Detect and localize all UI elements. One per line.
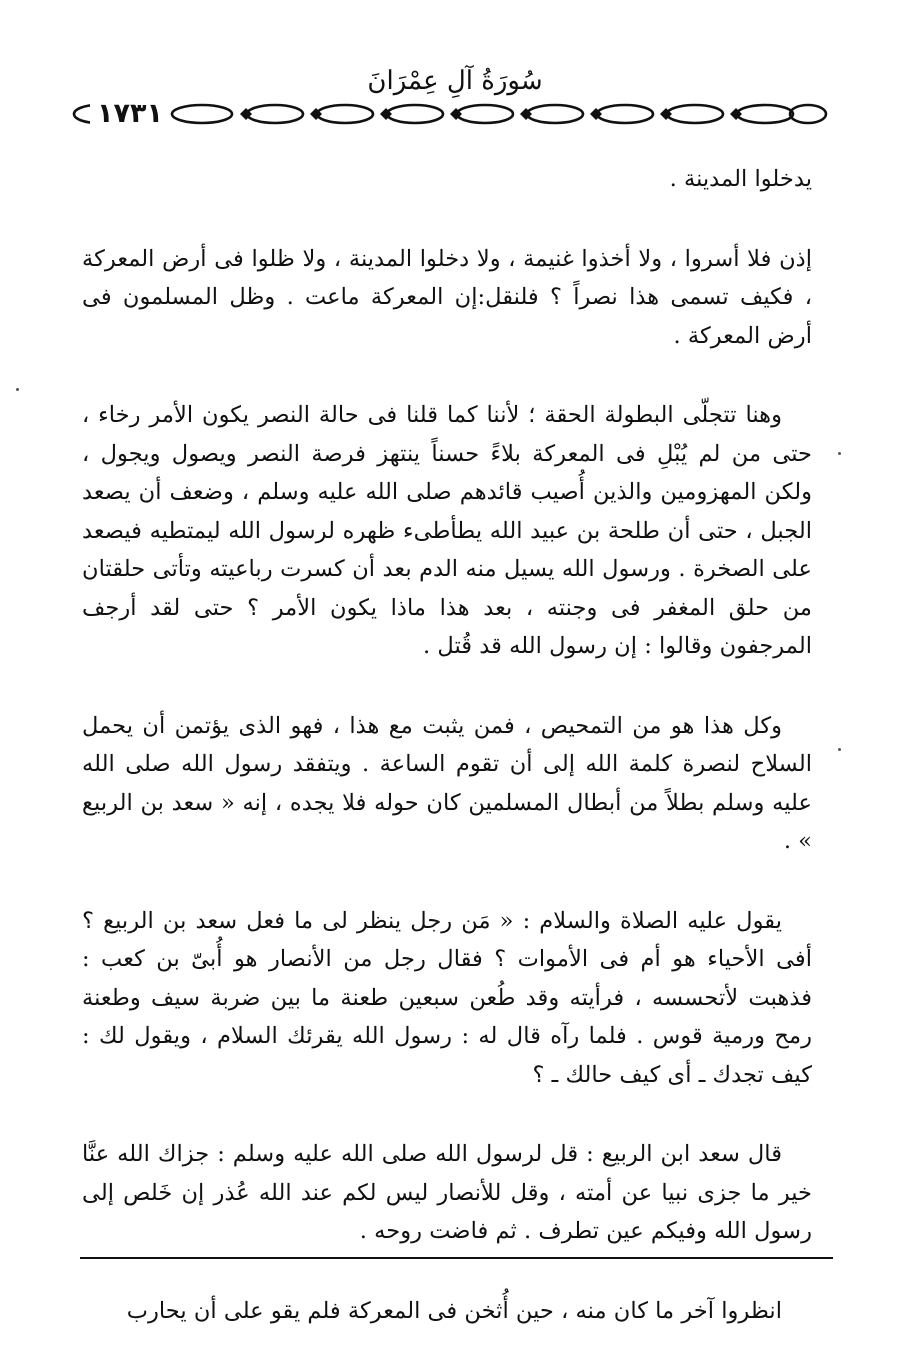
paragraph: انظروا آخر ما كان منه ، حين أُثخن فى المعركة فلم يقو على أن يحارب (126, 1297, 782, 1324)
page-body (82, 160, 812, 1371)
scan-speck (838, 748, 841, 751)
paragraph: إذن فلا أسروا ، ولا أخذوا غنيمة ، ولا دخلوا المدينة ، ولا ظلوا فى أرض المعركة ، فكيف تسمى هذا نصراً ؟ فلنقل:إن المعركة ماعت . وظل المسلمون فى أرض المعركة . (82, 245, 812, 349)
bottom-rule (80, 1257, 833, 1259)
scan-speck (838, 452, 841, 455)
page-number: ١٧٣١ (90, 96, 170, 132)
paragraph: وهنا تتجلّى البطولة الحقة ؛ لأننا كما قلنا فى حالة النصر يكون الأمر رخاء ، حتى من لم يُبْلِ فى المعركة بلاءً حسناً ينتهز فرصة النصر ويصول ويجول ، ولكن المهزومين والذين أُصيب قائدهم صلى الله عليه وسلم ، وضعف أن يصعد الجبل ، حتى أن طلحة بن عبيد الله يطأطىء ظهره لرسول الله ليمتطيه فيصعد على الصخرة . ورسول الله يسيل منه الدم بعد أن كسرت رباعيته وتأتى حلقتان من حلق المغفر فى وجنته ، بعد هذا ماذا يكون الأمر ؟ حتى لقد أرجف المرجفون وقالوا : إن رسول الله قد قُتل . (82, 402, 812, 659)
paragraph: وكل هذا هو من التمحيص ، فمن يثبت مع هذا ، فهو الذى يؤتمن أن يحمل السلاح لنصرة كلمة الله إلى أن تقوم الساعة . ويتفقد رسول الله صلى الله عليه وسلم بطلاً من أبطال المسلمين كان حوله فلا يجده ، إنه « سعد بن الربيع » . (82, 712, 812, 854)
paragraph: قال سعد ابن الربيع : قل لرسول الله صلى الله عليه وسلم : جزاك الله عنَّا خير ما جزى نبيا عن أمته ، وقل للأنصار ليس لكم عند الله عُذر إن خَلص إلى رسول الله وفيكم عين تطرف . ثم فاضت روحه . (82, 1141, 812, 1244)
ornamental-header-band (70, 96, 830, 132)
scan-speck (16, 388, 19, 391)
paragraph: يقول عليه الصلاة والسلام : « مَن رجل ينظر لى ما فعل سعد بن الربيع ؟ أفى الأحياء هو أم فى الأموات ؟ فقال رجل من الأنصار هو أُبىّ بن كعب : فذهبت لأتحسسه ، فرأيته وقد طُعن سبعين طعنة ما بين ضربة سيف وطعنة رمح ورمية قوس . فلما رآه قال له : رسول الله يقرئك السلام ، ويقول لك : كيف تجدك ـ أى كيف حالك ـ ؟ (82, 907, 812, 1088)
paragraph: يدخلوا المدينة . (669, 166, 812, 192)
surah-title: سُورَةُ آلِ عِمْرَانَ (367, 66, 543, 96)
